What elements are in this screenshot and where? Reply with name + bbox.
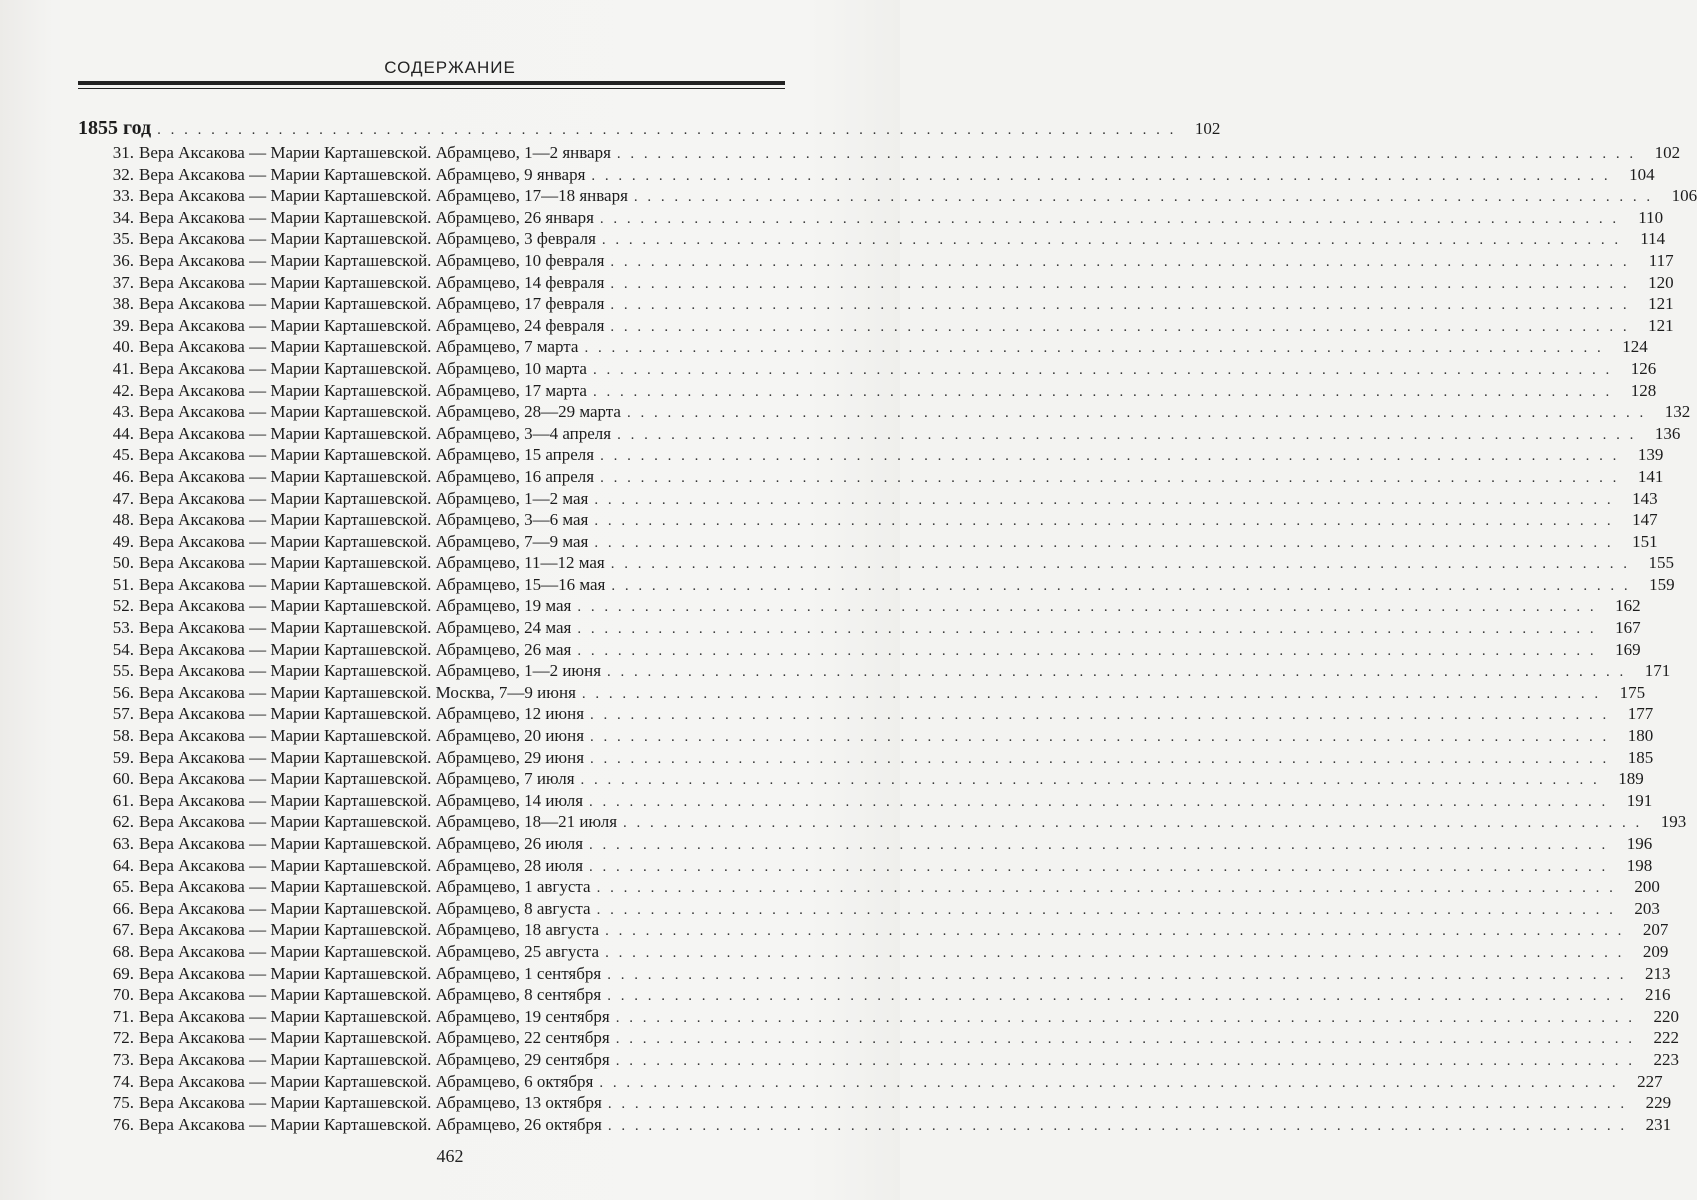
toc-entry-row[interactable] bbox=[78, 185, 1697, 207]
entry-number: 76. bbox=[112, 1114, 134, 1134]
entry-page-number: 159 bbox=[1649, 574, 1675, 594]
entry-title: Вера Аксакова — Марии Карташевской. Абрамцево, 3—6 мая bbox=[139, 510, 589, 530]
dot-leader bbox=[607, 662, 1626, 684]
entry-page-number: 147 bbox=[1632, 510, 1658, 530]
toc-entry-row[interactable] bbox=[78, 207, 1664, 229]
dot-leader bbox=[617, 425, 1636, 447]
entry-number: 54. bbox=[112, 639, 134, 659]
entry-page-number: 213 bbox=[1644, 963, 1671, 983]
entry-number: 33. bbox=[112, 186, 134, 206]
dot-leader bbox=[594, 533, 1613, 555]
toc-entry-row[interactable] bbox=[78, 855, 1653, 877]
entry-title: Вера Аксакова — Марии Карташевской. Абрамцево, 20 июня bbox=[139, 726, 585, 746]
entry-number: 63. bbox=[112, 834, 134, 853]
entry-title: Вера Аксакова — Марии Карташевской. Абрамцево, 3 февраля bbox=[139, 229, 596, 249]
dot-leader bbox=[617, 144, 1636, 166]
entry-title: Вера Аксакова — Марии Карташевской. Абрамцево, 24 февраля bbox=[139, 315, 605, 335]
dot-leader bbox=[590, 727, 1609, 749]
toc-entry-row[interactable] bbox=[78, 703, 1654, 725]
entry-number: 70. bbox=[112, 985, 134, 1005]
entry-page-number: 110 bbox=[1638, 207, 1664, 227]
toc-entry-row[interactable] bbox=[78, 768, 1644, 790]
entry-page-number: 169 bbox=[1615, 639, 1641, 659]
entry-title: Вера Аксакова — Марии Карташевской. Абрамцево, 15 апреля bbox=[139, 445, 595, 465]
toc-entry-row[interactable] bbox=[78, 617, 1641, 639]
entry-page-number: 121 bbox=[1648, 315, 1674, 335]
toc-entry-row[interactable] bbox=[78, 833, 1653, 855]
toc-entry-row[interactable] bbox=[78, 444, 1664, 466]
entry-number: 46. bbox=[112, 466, 134, 486]
dot-leader bbox=[610, 317, 1629, 339]
dot-leader bbox=[591, 166, 1610, 188]
dot-leader bbox=[577, 597, 1596, 619]
toc-entry-row[interactable] bbox=[78, 639, 1641, 661]
entry-number: 39. bbox=[112, 315, 134, 335]
header-rule-thin bbox=[78, 88, 785, 89]
entry-page-number: 207 bbox=[1642, 920, 1669, 940]
dot-leader bbox=[589, 835, 1608, 857]
entry-title: Вера Аксакова — Марии Карташевской. Абрамцево, 17 февраля bbox=[139, 294, 605, 314]
dot-leader bbox=[610, 274, 1629, 296]
toc-entry-row[interactable] bbox=[78, 164, 1655, 186]
entry-number: 52. bbox=[112, 596, 134, 616]
toc-entry-row[interactable] bbox=[78, 660, 1671, 682]
entry-number: 71. bbox=[112, 1006, 134, 1026]
dot-leader bbox=[584, 338, 1603, 360]
entry-title: Вера Аксакова — Марии Карташевской. Абрамцево, 17 марта bbox=[139, 380, 587, 400]
toc-entry-row[interactable] bbox=[78, 1092, 1672, 1114]
dot-leader bbox=[594, 490, 1613, 512]
entry-title: Вера Аксакова — Марии Карташевской. Абрамцево, 14 февраля bbox=[139, 272, 605, 292]
entry-number: 36. bbox=[112, 250, 134, 270]
toc-entry-row[interactable] bbox=[78, 941, 1669, 963]
entry-page-number: 216 bbox=[1644, 985, 1671, 1005]
entry-number: 60. bbox=[112, 769, 134, 789]
toc-entry-row[interactable] bbox=[78, 747, 1654, 769]
entry-page-number: 124 bbox=[1622, 337, 1648, 357]
entry-number: 64. bbox=[112, 855, 134, 875]
dot-leader bbox=[616, 1029, 1635, 1051]
dot-leader bbox=[577, 641, 1596, 663]
entry-page-number: 175 bbox=[1619, 682, 1646, 702]
toc-entry-row[interactable] bbox=[78, 682, 1646, 704]
entry-number: 49. bbox=[112, 531, 134, 551]
toc-entry-row[interactable] bbox=[78, 466, 1664, 488]
entry-page-number: 128 bbox=[1630, 380, 1657, 400]
entry-number: 47. bbox=[112, 488, 134, 508]
entry-number: 41. bbox=[112, 358, 134, 378]
dot-leader bbox=[589, 857, 1608, 879]
entry-number: 40. bbox=[112, 337, 134, 357]
entry-page-number: 120 bbox=[1648, 272, 1674, 292]
entry-page-number: 198 bbox=[1626, 855, 1653, 875]
entry-number: 75. bbox=[112, 1093, 134, 1113]
entry-title: Вера Аксакова — Марии Карташевской. Абрамцево, 29 сентября bbox=[139, 1049, 610, 1069]
entry-page-number: 151 bbox=[1632, 531, 1658, 551]
dot-leader bbox=[593, 382, 1612, 404]
entry-page-number: 193 bbox=[1660, 812, 1687, 832]
entry-page-number: 121 bbox=[1648, 294, 1674, 314]
toc-entry-row[interactable] bbox=[78, 315, 1674, 337]
entry-page-number: 203 bbox=[1634, 898, 1660, 918]
dot-leader bbox=[616, 1051, 1635, 1073]
entry-title: Вера Аксакова — Марии Карташевской. Абрамцево, 9 января bbox=[139, 164, 586, 184]
dot-leader bbox=[605, 943, 1624, 965]
dot-leader bbox=[599, 1073, 1618, 1095]
entry-title: Вера Аксакова — Марии Карташевской. Абрамцево, 1 сентября bbox=[139, 963, 602, 983]
dot-leader bbox=[600, 446, 1619, 468]
toc-entry-row[interactable] bbox=[78, 984, 1671, 1006]
entry-title: Вера Аксакова — Марии Карташевской. Абрамцево, 22 сентября bbox=[139, 1028, 610, 1048]
entry-title: Вера Аксакова — Марии Карташевской. Абрамцево, 6 октября bbox=[139, 1071, 594, 1091]
entry-number: 34. bbox=[112, 207, 134, 227]
entry-title: Вера Аксакова — Марии Карташевской. Абрамцево, 12 июня bbox=[139, 704, 585, 724]
entry-title: Вера Аксакова — Марии Карташевской. Абрамцево, 7 июля bbox=[139, 769, 575, 789]
entry-page-number: 185 bbox=[1627, 747, 1654, 767]
toc-entry-row[interactable] bbox=[78, 963, 1671, 985]
entry-title: Вера Аксакова — Марии Карташевской. Абрамцево, 18 августа bbox=[139, 920, 600, 940]
toc-entry-row[interactable] bbox=[78, 1049, 1679, 1071]
dot-leader bbox=[616, 1008, 1635, 1030]
entry-page-number: 223 bbox=[1653, 1049, 1679, 1069]
toc-entry-row[interactable] bbox=[78, 336, 1648, 358]
entry-number: 37. bbox=[112, 272, 134, 292]
entry-title: Вера Аксакова — Марии Карташевской. Абрамцево, 1—2 января bbox=[139, 143, 611, 162]
dot-leader bbox=[600, 468, 1619, 490]
toc-entry-row[interactable] bbox=[78, 380, 1657, 402]
dot-leader bbox=[589, 792, 1608, 814]
dot-leader bbox=[581, 770, 1600, 792]
dot-leader bbox=[577, 619, 1596, 641]
entry-title: Вера Аксакова — Марии Карташевской. Абрамцево, 16 апреля bbox=[139, 466, 595, 486]
toc-entry-row[interactable] bbox=[78, 595, 1641, 617]
entry-title: Вера Аксакова — Марии Карташевской. Абрамцево, 29 июня bbox=[139, 747, 585, 767]
entry-title: Вера Аксакова — Марии Карташевской. Абрамцево, 10 марта bbox=[139, 358, 587, 378]
toc-entry-row[interactable] bbox=[78, 488, 1658, 510]
entry-number: 38. bbox=[112, 294, 134, 314]
entry-title: Вера Аксакова — Марии Карташевской. Абрамцево, 7 марта bbox=[139, 337, 579, 357]
entry-title: Вера Аксакова — Марии Карташевской. Абрамцево, 3—4 апреля bbox=[139, 423, 612, 443]
entry-number: 50. bbox=[112, 553, 134, 573]
toc-entry-row[interactable] bbox=[78, 1071, 1663, 1093]
entry-title: Вера Аксакова — Марии Карташевской. Москва, 7—9 июня bbox=[139, 682, 576, 702]
dot-leader bbox=[157, 116, 1176, 144]
entry-page-number: 220 bbox=[1653, 1006, 1679, 1026]
toc-entry-row[interactable] bbox=[78, 142, 1681, 164]
entry-page-number: 229 bbox=[1645, 1093, 1672, 1113]
entry-number: 74. bbox=[112, 1071, 134, 1091]
entry-title: Вера Аксакова — Марии Карташевской. Абрамцево, 28—29 марта bbox=[139, 402, 621, 422]
entry-number: 55. bbox=[112, 661, 134, 681]
dot-leader bbox=[600, 209, 1619, 231]
entry-title: Вера Аксакова — Марии Карташевской. Абрамцево, 26 мая bbox=[139, 639, 572, 659]
toc-entry-row[interactable] bbox=[78, 811, 1687, 833]
toc-entry-row[interactable] bbox=[78, 293, 1674, 315]
entry-title: Вера Аксакова — Марии Карташевской. Абрамцево, 13 октября bbox=[139, 1093, 602, 1113]
dot-leader bbox=[597, 900, 1616, 922]
entry-number: 65. bbox=[112, 877, 134, 897]
dot-leader bbox=[611, 576, 1630, 598]
entry-number: 61. bbox=[112, 790, 134, 810]
dot-leader bbox=[610, 295, 1629, 317]
entry-page-number: 180 bbox=[1627, 726, 1654, 746]
entry-page-number: 117 bbox=[1648, 250, 1674, 270]
entry-page-number: 222 bbox=[1653, 1028, 1679, 1048]
entry-number: 44. bbox=[112, 423, 134, 443]
running-head: СОДЕРЖАНИЕ bbox=[384, 58, 516, 77]
dot-leader bbox=[597, 878, 1616, 900]
entry-title: Вера Аксакова — Марии Карташевской. Абрамцево, 18—21 июля bbox=[139, 812, 618, 832]
table-of-contents bbox=[78, 114, 1697, 1135]
entry-page-number: 191 bbox=[1626, 790, 1653, 810]
entry-number: 69. bbox=[112, 963, 134, 983]
entry-title: Вера Аксакова — Марии Карташевской. Абрамцево, 19 мая bbox=[139, 596, 572, 616]
entry-title: Вера Аксакова — Марии Карташевской. Абрамцево, 25 августа bbox=[139, 941, 600, 961]
dot-leader bbox=[611, 554, 1630, 576]
entry-page-number: 171 bbox=[1644, 661, 1671, 681]
dot-leader bbox=[602, 230, 1621, 252]
entry-number: 48. bbox=[112, 510, 134, 530]
entry-number: 31. bbox=[112, 143, 134, 162]
toc-entry-row[interactable] bbox=[78, 358, 1657, 380]
entry-title: Вера Аксакова — Марии Карташевской. Абрамцево, 14 июля bbox=[139, 790, 584, 810]
entry-number: 62. bbox=[112, 812, 134, 832]
entry-title: Вера Аксакова — Марии Карташевской. Абрамцево, 11—12 мая bbox=[139, 553, 605, 573]
entry-page-number: 200 bbox=[1634, 877, 1660, 897]
entry-page-number: 106 bbox=[1671, 186, 1697, 206]
entry-page-number: 209 bbox=[1642, 941, 1669, 961]
toc-entry-row[interactable] bbox=[78, 423, 1681, 445]
entry-page-number: 136 bbox=[1654, 423, 1681, 443]
entry-number: 59. bbox=[112, 747, 134, 767]
entry-title: Вера Аксакова — Марии Карташевской. Абрамцево, 7—9 мая bbox=[139, 531, 589, 551]
entry-page-number: 177 bbox=[1627, 704, 1654, 724]
entry-title: Вера Аксакова — Марии Карташевской. Абрамцево, 1 августа bbox=[139, 877, 591, 897]
dot-leader bbox=[610, 252, 1629, 274]
dot-leader bbox=[590, 749, 1609, 771]
dot-leader bbox=[590, 705, 1609, 727]
entry-number: 53. bbox=[112, 618, 134, 638]
dot-leader bbox=[608, 1116, 1627, 1138]
entry-page-number: 162 bbox=[1615, 596, 1641, 616]
entry-title: Вера Аксакова — Марии Карташевской. Абрамцево, 19 сентября bbox=[139, 1006, 610, 1026]
toc-entry-row[interactable] bbox=[78, 1006, 1679, 1028]
entry-page-number: 141 bbox=[1637, 466, 1664, 486]
toc-entry-row[interactable] bbox=[78, 509, 1658, 531]
toc-entry-row[interactable] bbox=[78, 250, 1674, 272]
header-rule-thick bbox=[78, 81, 785, 85]
entry-number: 45. bbox=[112, 445, 134, 465]
entry-number: 66. bbox=[112, 898, 134, 918]
dot-leader bbox=[607, 965, 1626, 987]
toc-entry-row[interactable] bbox=[78, 876, 1660, 898]
entry-number: 42. bbox=[112, 380, 134, 400]
entry-title: Вера Аксакова — Марии Карташевской. Абрамцево, 24 мая bbox=[139, 618, 572, 638]
entry-number: 56. bbox=[112, 682, 134, 702]
dot-leader bbox=[582, 684, 1601, 706]
entry-number: 43. bbox=[112, 402, 134, 422]
entry-title: Вера Аксакова — Марии Карташевской. Абрамцево, 1—2 мая bbox=[139, 488, 589, 508]
toc-entry-row[interactable] bbox=[78, 574, 1675, 596]
entry-number: 67. bbox=[112, 920, 134, 940]
entry-title: Вера Аксакова — Марии Карташевской. Абрамцево, 28 июля bbox=[139, 855, 584, 875]
entry-number: 73. bbox=[112, 1049, 134, 1069]
entry-page-number: 139 bbox=[1637, 445, 1664, 465]
toc-entry-row[interactable] bbox=[78, 401, 1691, 423]
toc-entry-row[interactable] bbox=[78, 531, 1658, 553]
entry-page-number: 227 bbox=[1637, 1071, 1663, 1091]
entry-number: 51. bbox=[112, 574, 134, 594]
toc-entry-row[interactable] bbox=[78, 898, 1660, 920]
toc-entry-row[interactable] bbox=[78, 790, 1653, 812]
toc-entry-row[interactable] bbox=[78, 1114, 1672, 1136]
entry-page-number: 114 bbox=[1640, 229, 1666, 249]
entry-title: Вера Аксакова — Марии Карташевской. Абрамцево, 26 октября bbox=[139, 1114, 602, 1134]
dot-leader bbox=[623, 813, 1642, 835]
toc-entry-row[interactable] bbox=[78, 919, 1669, 941]
entry-number: 35. bbox=[112, 229, 134, 249]
entry-page-number: 231 bbox=[1645, 1114, 1672, 1134]
entry-page-number: 196 bbox=[1626, 834, 1653, 853]
entry-title: Вера Аксакова — Марии Карташевской. Абрамцево, 15—16 мая bbox=[139, 574, 606, 594]
entry-page-number: 102 bbox=[1654, 143, 1681, 162]
entry-page-number: 189 bbox=[1618, 769, 1644, 789]
entry-page-number: 155 bbox=[1648, 553, 1674, 573]
toc-entry-row[interactable] bbox=[78, 552, 1674, 574]
dot-leader bbox=[594, 511, 1613, 533]
entry-page-number: 167 bbox=[1615, 618, 1641, 638]
dot-leader bbox=[605, 921, 1624, 943]
entry-number: 72. bbox=[112, 1028, 134, 1048]
dot-leader bbox=[607, 986, 1626, 1008]
entry-title: Вера Аксакова — Марии Карташевской. Абрамцево, 26 января bbox=[139, 207, 594, 227]
entry-title: Вера Аксакова — Марии Карташевской. Абрамцево, 8 сентября bbox=[139, 985, 602, 1005]
toc-entry-row[interactable] bbox=[78, 272, 1674, 294]
entry-page-number: 132 bbox=[1664, 402, 1691, 422]
dot-leader bbox=[634, 187, 1653, 209]
entry-page-number: 104 bbox=[1629, 164, 1655, 184]
entry-title: Вера Аксакова — Марии Карташевской. Абрамцево, 17—18 января bbox=[139, 186, 628, 206]
toc-entry-row[interactable] bbox=[78, 1027, 1679, 1049]
entry-page-number: 126 bbox=[1630, 358, 1657, 378]
dot-leader bbox=[593, 360, 1612, 382]
entry-number: 57. bbox=[112, 704, 134, 724]
entry-title: Вера Аксакова — Марии Карташевской. Абрамцево, 26 июля bbox=[139, 834, 584, 853]
dot-leader bbox=[608, 1094, 1627, 1116]
entry-title: Вера Аксакова — Марии Карташевской. Абрамцево, 8 августа bbox=[139, 898, 591, 918]
section-title: 1855 год bbox=[78, 117, 152, 139]
entry-title: Вера Аксакова — Марии Карташевской. Абрамцево, 1—2 июня bbox=[139, 661, 602, 681]
entry-page-number: 143 bbox=[1632, 488, 1658, 508]
entry-number: 32. bbox=[112, 164, 134, 184]
dot-leader bbox=[627, 403, 1646, 425]
entry-title: Вера Аксакова — Марии Карташевской. Абрамцево, 10 февраля bbox=[139, 250, 605, 270]
toc-entry-row[interactable] bbox=[78, 228, 1666, 250]
entry-number: 58. bbox=[112, 726, 134, 746]
toc-section-row[interactable] bbox=[78, 114, 1221, 142]
entry-number: 68. bbox=[112, 941, 134, 961]
page-number: 462 bbox=[436, 1146, 464, 1166]
toc-entry-row[interactable] bbox=[78, 725, 1654, 747]
section-page-number: 102 bbox=[1194, 119, 1221, 138]
